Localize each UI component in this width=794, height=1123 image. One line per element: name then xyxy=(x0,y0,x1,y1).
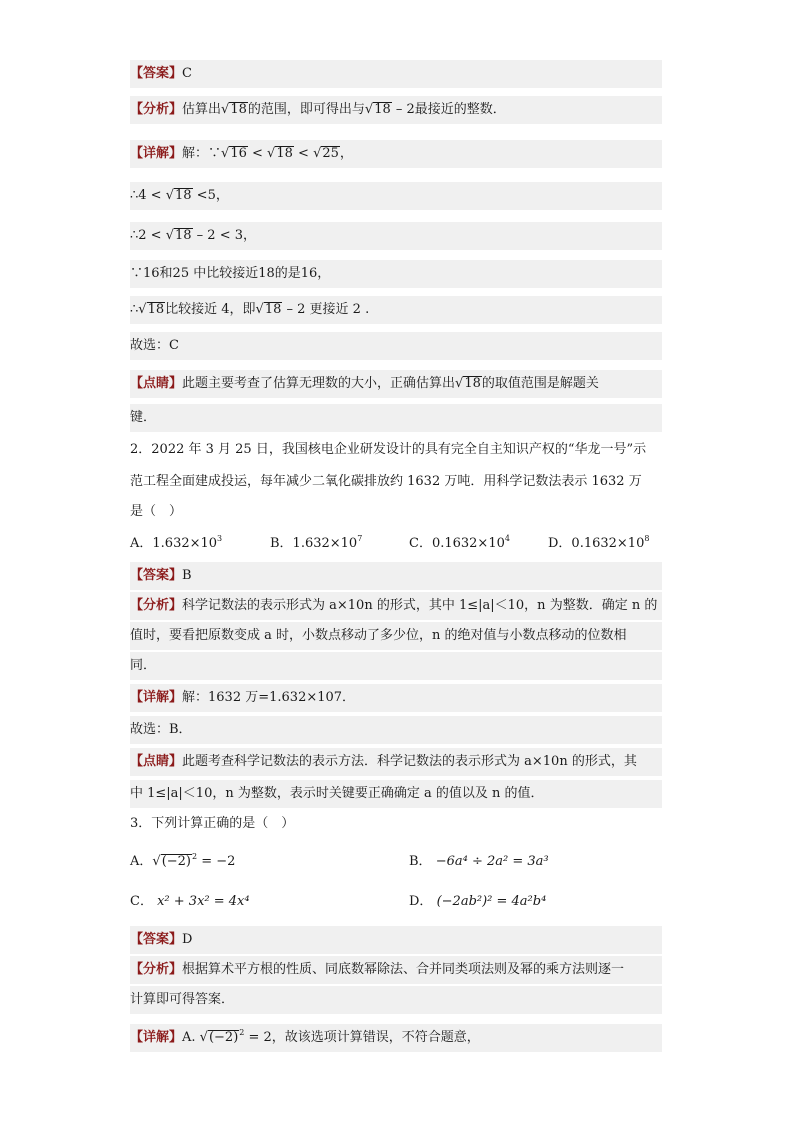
analysis-text: 值时，要看把原数变成 a 时，小数点移动了多少位，n 的绝对值与小数点移动的位数相 xyxy=(130,628,627,643)
option-label: B． xyxy=(409,854,432,869)
q3-option-a xyxy=(130,848,235,876)
analysis-text: – 2最接近的整数． xyxy=(391,102,506,117)
sqrt-sign: √ xyxy=(199,1030,208,1045)
step-text: ∵16和25 中比较接近18的是16， xyxy=(130,266,331,281)
analysis-text: 的范围，即可得出与 xyxy=(247,102,365,117)
review-text: 键． xyxy=(130,410,157,425)
step-text: ∴4 < xyxy=(130,188,166,203)
step-text: ∴ xyxy=(130,302,139,317)
detail-text: < xyxy=(247,146,268,161)
q1-step-1: ∴4 < √18 <5， xyxy=(130,182,662,210)
detail-text: ， xyxy=(339,146,353,161)
detail-tag: 【详解】 xyxy=(130,1030,183,1045)
option-text: B．1.632×10 xyxy=(270,536,358,551)
sqrt-radicand: 18 xyxy=(175,188,192,203)
q1-answer-line xyxy=(130,60,662,88)
q1-step-4: ∴√18比较接近 4，即√18 – 2 更接近 2 . xyxy=(130,296,662,324)
detail-tag: 【详解】 xyxy=(130,146,183,161)
analysis-text: 计算即可得答案． xyxy=(130,992,235,1007)
detail-text: 解：∵ xyxy=(182,146,222,161)
analysis-text: 同． xyxy=(130,658,157,673)
step-text: – 2 < 3， xyxy=(192,228,257,243)
q1-detail-line: 【详解】解：∵√16 < √18 < √25， xyxy=(130,140,662,168)
analysis-tag: 【分析】 xyxy=(130,962,183,977)
q2-stem-line-1: 2．2022 年 3 月 25 日，我国核电企业研发设计的具有完全自主知识产权的“华龙一号”示 xyxy=(130,442,647,457)
step-text: <5， xyxy=(192,188,229,203)
q3-analysis-line-2 xyxy=(130,986,662,1014)
q2-option-b xyxy=(270,530,362,558)
sqrt-radicand: (−2) xyxy=(208,1030,239,1045)
review-text: 此题主要考查了估算无理数的大小，正确估算出 xyxy=(182,376,456,391)
detail-text: A. xyxy=(182,1030,200,1045)
detail-text: 解：1632 万=1.632×107． xyxy=(182,690,356,705)
analysis-tag: 【分析】 xyxy=(130,102,183,117)
q1-choose-line xyxy=(130,332,662,360)
answer-tag: 【答案】 xyxy=(130,932,183,947)
q2-option-c xyxy=(409,530,510,558)
option-exponent: 3 xyxy=(217,534,223,543)
q1-review-line: 【点睛】此题主要考查了估算无理数的大小，正确估算出√18的取值范围是解题关 xyxy=(130,370,662,398)
step-text: ∴2 < xyxy=(130,228,166,243)
sqrt-radicand: 18 xyxy=(147,302,165,317)
option-text: = −2 xyxy=(197,854,236,869)
q1-step-3 xyxy=(130,260,662,288)
review-text: 此题考查科学记数法的表示方法．科学记数法的表示形式为 a×10n 的形式，其 xyxy=(182,754,637,769)
detail-text: = 2，故该选项计算错误，不符合题意， xyxy=(244,1030,480,1045)
q3-analysis-line-1 xyxy=(130,956,662,984)
answer-value: D xyxy=(182,932,193,947)
detail-text: < xyxy=(293,146,314,161)
q3-detail-line xyxy=(130,1024,662,1052)
step-text: – 2 更接近 2 . xyxy=(282,302,370,317)
option-expression: x² + 3x² = 4x⁴ xyxy=(157,894,250,909)
option-text: C．0.1632×10 xyxy=(409,536,505,551)
q3-option-b xyxy=(409,848,549,876)
q1-review-cont xyxy=(130,404,662,432)
q3-stem: 3．下列计算正确的是（ ） xyxy=(130,816,295,831)
q3-answer-line xyxy=(130,926,662,954)
q3-option-c xyxy=(130,888,250,916)
q2-stem-line-2: 范工程全面建成投运，每年减少二氧化碳排放约 1632 万吨．用科学记数法表示 1632 万 xyxy=(130,474,642,489)
answer-tag: 【答案】 xyxy=(130,568,183,583)
review-tag: 【点睛】 xyxy=(130,754,183,769)
analysis-text: 根据算术平方根的性质、同底数幂除法、合并同类项法则及幂的乘方法则逐一 xyxy=(182,962,625,977)
q3-option-d xyxy=(409,888,546,916)
q1-step-2: ∴2 < √18 – 2 < 3， xyxy=(130,222,662,250)
q2-stem-line-3: 是（ ） xyxy=(130,504,183,519)
q2-analysis-line-1 xyxy=(130,592,662,620)
answer-tag: 【答案】 xyxy=(130,66,183,81)
q2-analysis-line-2 xyxy=(130,622,662,650)
choose-text: 故选：C xyxy=(130,338,179,353)
q1-analysis-line: 【分析】估算出√18的范围，即可得出与√18 – 2最接近的整数． xyxy=(130,96,662,124)
option-text: A．1.632×10 xyxy=(130,536,218,551)
option-exponent: 4 xyxy=(504,534,510,543)
answer-value: C xyxy=(182,66,192,81)
option-expression: (−2ab²)² = 4a²b⁴ xyxy=(436,894,547,909)
q2-choose-line xyxy=(130,716,662,744)
sqrt-radicand: 25 xyxy=(322,146,339,161)
sqrt-radicand: (−2) xyxy=(161,854,191,869)
answer-value: B xyxy=(182,568,192,583)
option-exponent: 8 xyxy=(644,534,650,543)
detail-exponent: 2 xyxy=(239,1028,245,1037)
sqrt-radicand: 18 xyxy=(374,102,391,117)
review-text: 的取值范围是解题关 xyxy=(481,376,599,391)
analysis-tag: 【分析】 xyxy=(130,598,183,613)
sqrt-radicand: 18 xyxy=(276,146,293,161)
option-label: A． xyxy=(130,854,153,869)
option-expression: −6a⁴ ÷ 2a² = 3a³ xyxy=(435,854,549,869)
q2-option-a xyxy=(130,530,222,558)
review-text: 中 1≤|a|＜10，n 为整数，表示时关键要正确确定 a 的值以及 n 的值． xyxy=(130,786,544,801)
q2-analysis-line-3 xyxy=(130,652,662,680)
q2-review-line-1 xyxy=(130,748,662,776)
option-text: D．0.1632×10 xyxy=(548,536,645,551)
option-exponent: 2 xyxy=(192,852,198,861)
sqrt-radicand: 18 xyxy=(264,302,282,317)
sqrt-sign: √ xyxy=(152,854,161,869)
analysis-text: 估算出 xyxy=(182,102,222,117)
q2-option-d xyxy=(548,530,649,558)
q2-detail-line xyxy=(130,684,662,712)
review-tag: 【点睛】 xyxy=(130,376,183,391)
q2-answer-line xyxy=(130,562,662,590)
option-label: D． xyxy=(409,894,433,909)
analysis-text: 科学记数法的表示形式为 a×10n 的形式，其中 1≤|a|＜10，n 为整数．确定 n 的 xyxy=(182,598,658,613)
step-text: 比较接近 4，即 xyxy=(165,302,256,317)
detail-tag: 【详解】 xyxy=(130,690,183,705)
q2-review-line-2 xyxy=(130,780,662,808)
sqrt-radicand: 18 xyxy=(464,376,481,391)
option-exponent: 7 xyxy=(357,534,363,543)
sqrt-radicand: 16 xyxy=(230,146,247,161)
option-label: C． xyxy=(130,894,153,909)
sqrt-radicand: 18 xyxy=(175,228,192,243)
sqrt-radicand: 18 xyxy=(230,102,247,117)
choose-text: 故选：B． xyxy=(130,722,192,737)
